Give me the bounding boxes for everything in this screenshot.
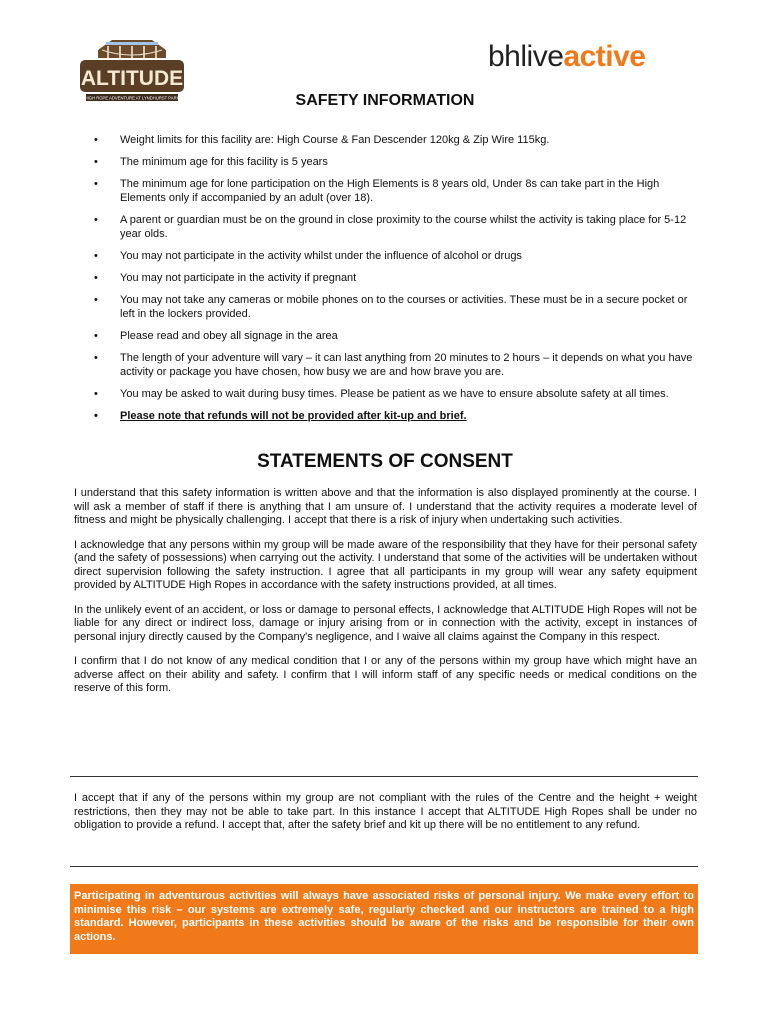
list-item: • The minimum age for lone participation on the High Elements is 8 years old, Under 8s can take part in the High Elements only if accompanied by an adult (over 18). xyxy=(90,177,700,205)
consent-paragraph-fitness: I understand that this safety information is written above and that the information is also displayed prominently at the course. I will ask a member of staff if there is anything that I am unsure of. I understand that the activity requires a moderate level of fitness and might be physically challenging. I accept that there is a risk of injury when undertaking such activities. xyxy=(74,487,697,526)
consent-paragraph-height-weight: I accept that if any of the persons within my group are not compliant with the rules of the Centre and the height + weight restrictions, then they may not be able to take part. In this instance I accept that ALTITUDE High Ropes shall be under no obligation to provide a refund. I accept that, after the safety brief and kit up there will be no entitlement to any refund. xyxy=(74,792,697,831)
safety-information-title: SAFETY INFORMATION xyxy=(295,92,475,109)
altitude-logo-tagline: HIGH ROPE ADVENTURE AT LYNDHURST PARK xyxy=(84,95,180,101)
list-item: • You may not participate in the activity if pregnant xyxy=(90,271,700,285)
refund-notice-item: • Please note that refunds will not be provided after kit-up and brief. xyxy=(90,409,700,423)
consent-paragraph-responsibility: I acknowledge that any persons within my group will be made aware of the responsibility that they have for their personal safety (and the safety of possessions) when carrying out the activity. I understand that some of the activities will be undertaken without direct supervision following the safety instruction. I agree that all participants in my group will wear any safety equipment provided by ALTITUDE High Ropes in accordance with the safety instructions provided, at all times. xyxy=(74,538,697,591)
consent-paragraph-liability: In the unlikely event of an accident, or loss or damage to personal effects, I acknowledge that ALTITUDE High Ropes will not be liable for any direct or indirect loss, damage or injury arising from or in connection with the activity, except in instances of personal injury directly caused by the Company's negligence, and I waive all claims against the Company in this respect. xyxy=(74,603,697,643)
list-item: • You may not participate in the activity whilst under the influence of alcohol or drugs xyxy=(90,249,700,263)
list-item: • The length of your adventure will vary – it can last anything from 20 minutes to 2 hours – it depends on what you have activity or package you have chosen, how busy we are and how brave you are. xyxy=(90,351,700,379)
list-item: • Please read and obey all signage in the area xyxy=(90,329,700,343)
consent-paragraph-medical: I confirm that I do not know of any medical condition that I or any of the persons within my group have which might have an adverse affect on their ability and safety. I confirm that I will inform staff of any specific needs or medical conditions on the reserve of this form. xyxy=(74,655,697,694)
divider-bottom xyxy=(70,866,698,867)
safety-rules-list xyxy=(90,133,700,431)
list-item: • The minimum age for this facility is 5 years xyxy=(90,155,700,169)
list-item: • You may not take any cameras or mobile phones on to the courses or activities. These must be in a secure pocket or left in the lockers provided. xyxy=(90,293,700,321)
list-item: • You may be asked to wait during busy times. Please be patient as we have to ensure absolute safety at all times. xyxy=(90,387,700,401)
bhlive-active-logo xyxy=(488,40,645,74)
bhlive-logo-suffix: active xyxy=(563,40,646,73)
risk-warning-box: Participating in adventurous activities will always have associated risks of personal injury. We make every effort to minimise this risk – our systems are extremely safe, regularly checked and our instructors are trained to a high standard. However, participants in these activities should be aware of the risks and be responsible for their own actions. xyxy=(70,884,698,954)
consent-paragraphs xyxy=(74,487,697,707)
divider-top xyxy=(70,776,698,777)
list-item: • A parent or guardian must be on the ground in close proximity to the course whilst the activity is taking place for 5-12 year olds. xyxy=(90,213,700,241)
statements-of-consent-title: STATEMENTS OF CONSENT xyxy=(257,451,513,472)
altitude-logo-text: ALTITUDE xyxy=(80,67,184,90)
bhlive-logo-prefix: bhlive xyxy=(488,40,564,73)
list-item: • Weight limits for this facility are: High Course & Fan Descender 120kg & Zip Wire 115kg. xyxy=(90,133,700,147)
